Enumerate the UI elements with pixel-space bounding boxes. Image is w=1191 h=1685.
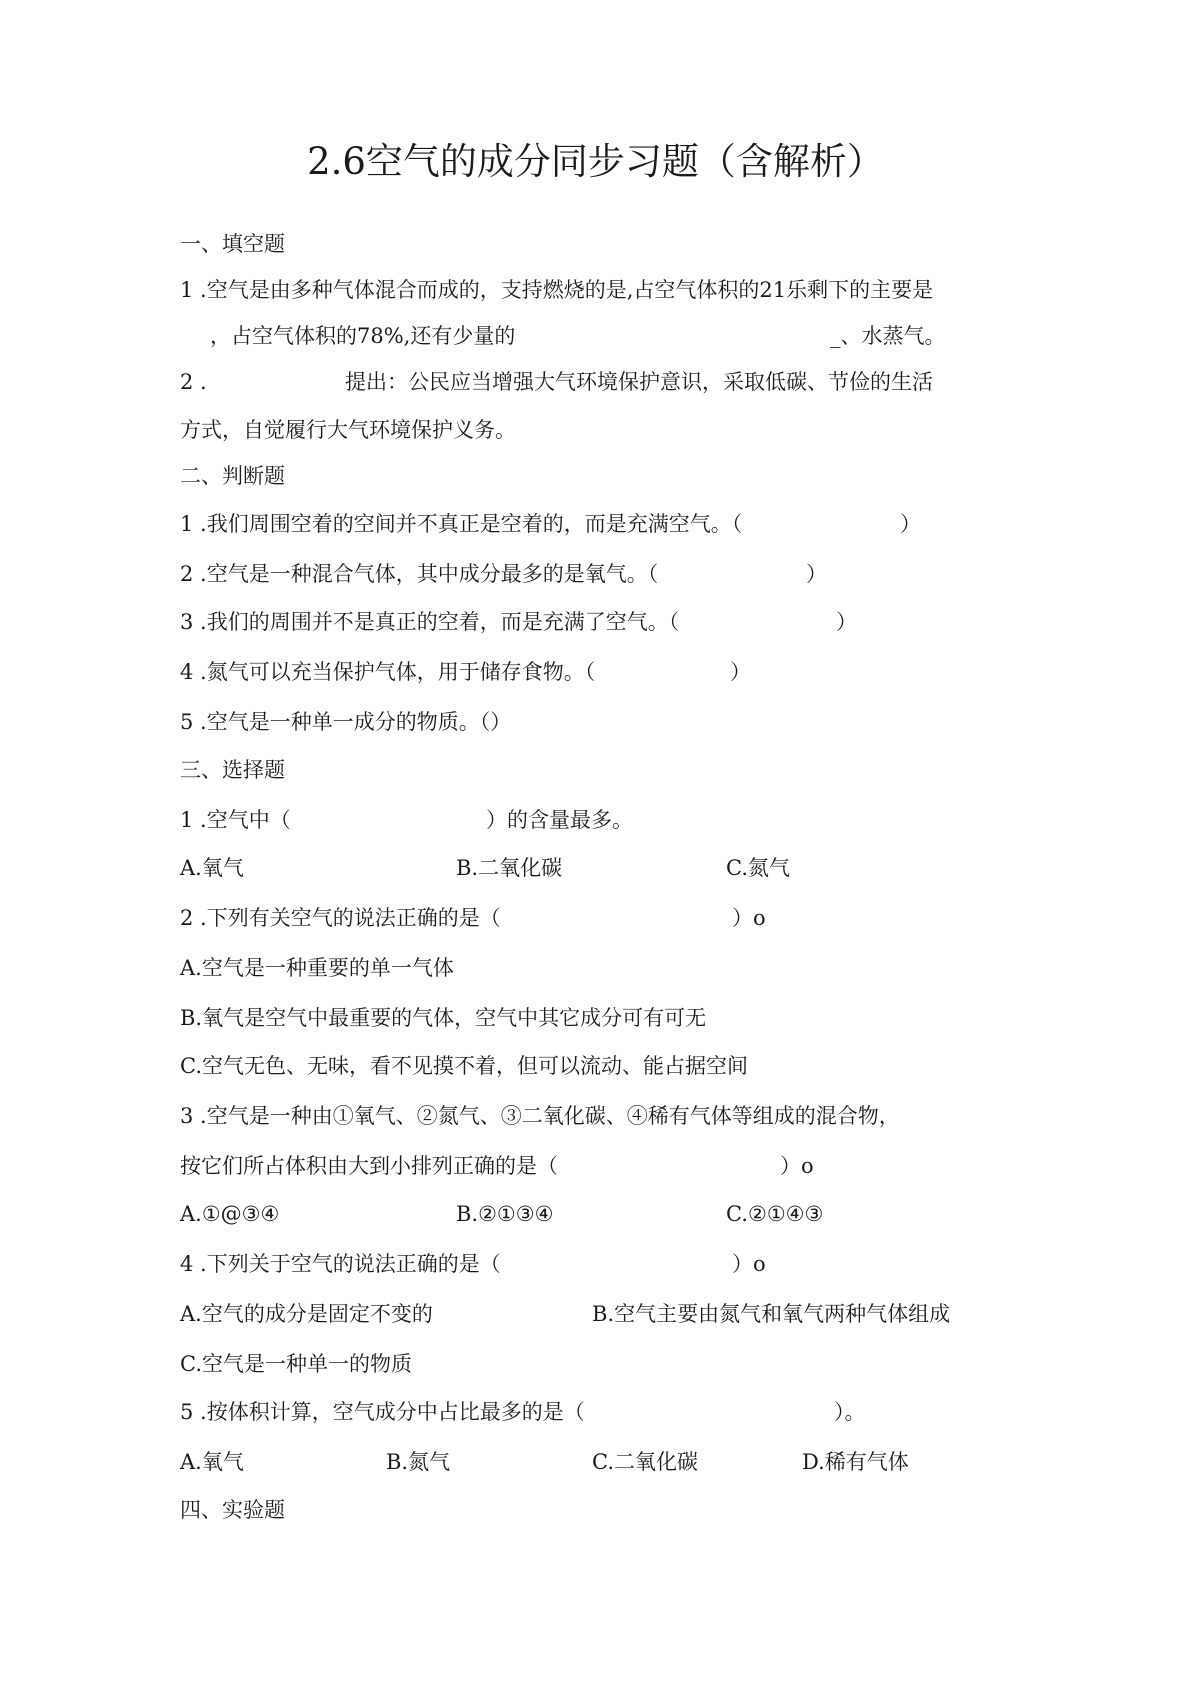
question-text: 1 .空气中（ xyxy=(180,808,291,832)
question-text: 方式，自觉履行大气环境保护义务。 xyxy=(180,418,516,442)
answer-paren-close: ） xyxy=(806,562,827,586)
option-a: A.①@③④ xyxy=(180,1202,280,1226)
question-text: 3 .空气是一种由①氧气、②氮气、③二氧化碳、④稀有气体等组成的混合物， xyxy=(180,1104,900,1128)
question-text: 3 .我们的周围并不是真正的空着，而是充满了空气。（ xyxy=(180,610,680,634)
answer-paren-close: ） xyxy=(900,512,921,536)
section-heading-true-false: 二、判断题 xyxy=(180,464,285,488)
question-text: 2 .空气是一种混合气体，其中成分最多的是氧气。（ xyxy=(180,562,659,586)
option-b: B.②①③④ xyxy=(456,1202,554,1226)
question-text: 按它们所占体积由大到小排列正确的是（ xyxy=(180,1154,558,1178)
question-text: 4 .下列关于空气的说法正确的是（ xyxy=(180,1252,501,1276)
question-text: ）。 xyxy=(834,1400,866,1424)
option-b: B.空气主要由氮气和氧气两种气体组成 xyxy=(592,1302,951,1326)
option-d: D.稀有气体 xyxy=(802,1450,909,1474)
question-text: 2 .下列有关空气的说法正确的是（ xyxy=(180,906,501,930)
question-number: 2 . xyxy=(180,370,207,394)
option-b: B.氮气 xyxy=(386,1450,451,1474)
section-heading-fill-blank: 一、填空题 xyxy=(180,232,285,256)
question-text: 4 .氮气可以充当保护气体，用于储存食物。（ xyxy=(180,660,596,684)
option-a: A.空气的成分是固定不变的 xyxy=(180,1302,433,1326)
section-heading-experiment: 四、实验题 xyxy=(180,1498,285,1522)
answer-paren-close: ） xyxy=(836,610,857,634)
option-c: C.空气无色、无味，看不见摸不着，但可以流动、能占据空间 xyxy=(180,1054,748,1078)
option-c: C.②①④③ xyxy=(726,1202,824,1226)
option-b: B.二氧化碳 xyxy=(456,856,563,880)
section-heading-multiple-choice: 三、选择题 xyxy=(180,758,285,782)
question-text: ）o xyxy=(732,906,766,930)
option-a: A.氧气 xyxy=(180,1450,244,1474)
question-text: _、水蒸气。 xyxy=(830,324,946,348)
question-text: 5 .按体积计算，空气成分中占比最多的是（ xyxy=(180,1400,585,1424)
option-a: A.空气是一种重要的单一气体 xyxy=(180,956,454,980)
option-c: C.空气是一种单一的物质 xyxy=(180,1352,412,1376)
answer-paren-close: ） xyxy=(730,660,751,684)
question-text: 5 .空气是一种单一成分的物质。（） xyxy=(180,710,512,734)
option-a: A.氧气 xyxy=(180,856,244,880)
question-text: 提出：公民应当增强大气环境保护意识，采取低碳、节俭的生活 xyxy=(345,370,933,394)
option-c: C.二氧化碳 xyxy=(592,1450,698,1474)
option-b: B.氧气是空气中最重要的气体，空气中其它成分可有可无 xyxy=(180,1006,707,1030)
page-title: 2.6空气的成分同步习题（含解析） xyxy=(307,140,884,183)
option-c: C.氮气 xyxy=(726,856,790,880)
question-text: 1 .空气是由多种气体混合而成的，支持燃烧的是,占空气体积的21乐剩下的主要是 xyxy=(180,278,934,302)
question-text: ）o xyxy=(780,1154,814,1178)
question-text: ）o xyxy=(732,1252,766,1276)
question-text: ）的含量最多。 xyxy=(486,808,633,832)
question-text: ，占空气体积的78%,还有少量的 xyxy=(210,324,516,348)
question-text: 1 .我们周围空着的空间并不真正是空着的，而是充满空气。（ xyxy=(180,512,743,536)
